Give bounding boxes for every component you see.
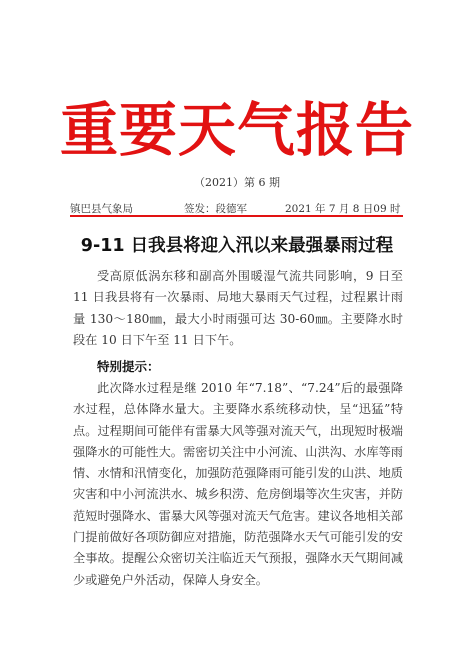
article-headline: 9-11 日我县将迎入汛以来最强暴雨过程 xyxy=(80,236,394,256)
red-divider xyxy=(70,215,403,217)
paragraph-forecast: 受高原低涡东移和副高外围暖湿气流共同影响，9 日至 11 日我县将有一次暴雨、局地大暴雨天气过程，过程累计雨量 130～180㎜，最大小时雨强可达 30-60㎜。主要降水时段在 10 日下午至 11 日下午。 xyxy=(73,269,403,347)
issue-number: （2021）第 6 期 xyxy=(194,176,280,189)
paragraph-notice: 此次降水过程是继 2010 年“7.18”、“7.24”后的最强降水过程，总体降水量大。主要降水系统移动快，呈“迅猛”特点。过程期间可能伴有雷暴大风等强对流天气，出现短时极端强降水的可能性大。需密切关注中小河流、山洪沟、水库等雨情、水情和汛情变化，加强防范强降雨可能引发的山洪、地质灾害和中小河流洪水、城乡积涝、危房倒塌等次生灾害，并防范短时强降水、雷暴大风等强对流天气危害。建议各地相关部门提前做好各项防御应对措施，防范强降水天气可能引发的安全事故。提醒公众密切关注临近天气预报，强降水天气期间减少或避免户外活动，保障人身安全。 xyxy=(73,381,403,587)
report-title: 重要天气报告 xyxy=(59,96,414,164)
signer: 签发：段德军 xyxy=(184,203,247,215)
issue-date: 2021 年 7 月 8 日09 时 xyxy=(285,203,401,215)
special-notice-heading: 特别提示： xyxy=(97,359,160,374)
agency-name: 镇巴县气象局 xyxy=(70,203,133,215)
